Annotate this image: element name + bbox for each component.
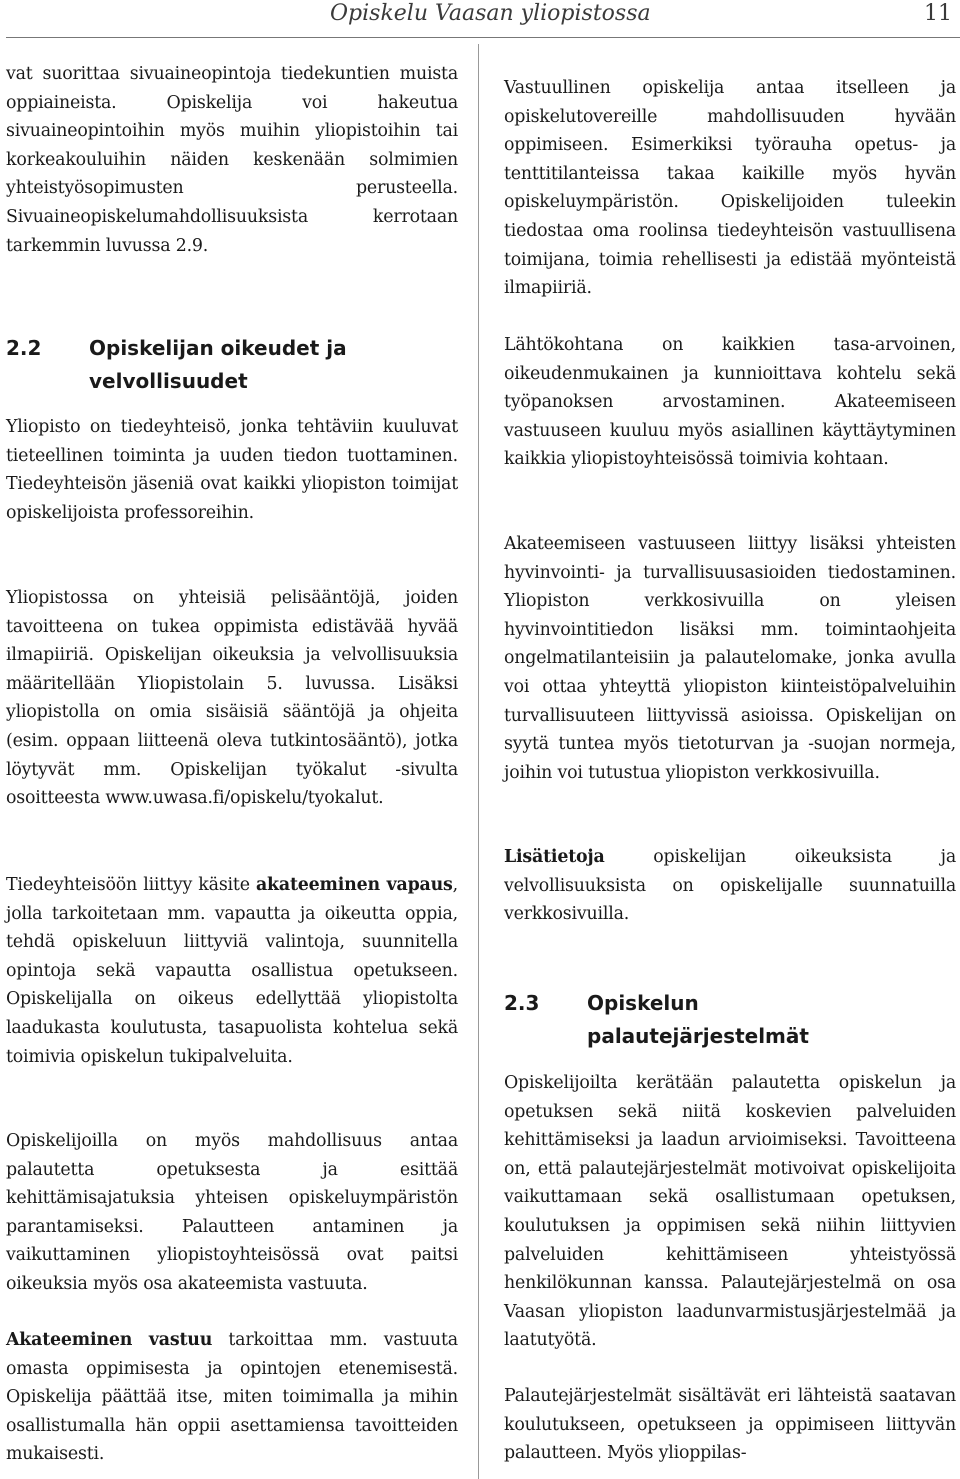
header-rule	[6, 37, 960, 38]
bold-term: Akateeminen vastuu	[6, 1330, 213, 1350]
section-number: 2.2	[6, 336, 42, 360]
section-number: 2.3	[504, 991, 540, 1015]
text-run: Tiedeyhteisöön liittyy käsite	[6, 875, 256, 895]
section-heading	[6, 332, 458, 398]
paragraph-intro: vat suorittaa sivuaineopintoja tiedekuntien muista oppiaineista. Opiskelija voi hakeutua sivuaineopintoihin myös muihin yliopistoihin tai korkeakouluihin näiden keskenään solmimien yhteistyösopimusten perusteella. Sivuaineopiskelumahdollisuuksista kerrotaan tarkemmin luvussa 2.9.	[6, 64, 458, 256]
section-2-3-heading	[504, 987, 956, 1053]
paragraph: Opiskelijoilta kerätään palautetta opiskelun ja opetuksen sekä niitä koskevien palveluiden kehittämiseksi ja laadun arvioimiseksi. Tavoitteena on, että palautejärjestelmät motivoivat opiskelijoita vaikuttamaan sekä osallistumaan opetuksen, koulutuksen ja oppimisen sekä niihin liittyvien palveluiden kehittämiseen yhteistyössä henkilökunnan kanssa. Palautejärjestelmä on osa Vaasan yliopiston laadunvarmistusjärjestelmää ja laatutyötä.	[504, 1073, 956, 1351]
paragraph: Opiskelijoilla on myös mahdollisuus antaa palautetta opetuksesta ja esittää kehittämisajatuksia yhteisen opiskeluympäristön parantamiseksi. Palautteen antaminen ja vaikuttaminen yliopistoyhteisössä ovat paitsi oikeuksia myös osa akateemista vastuuta.	[6, 1131, 458, 1294]
left-p3	[6, 871, 458, 1071]
paragraph	[6, 871, 458, 1071]
text-run: , jolla tarkoitetaan mm. vapautta ja oikeutta oppia, tehdä opiskeluun liittyviä valintoja, suunnitella opintoja sekä vapautta osallistua opetukseen. Opiskelijalla on oikeus edellyttää yliopistolta laadukasta koulutusta, tasapuolista kohtelua sekä toimivia opiskelun tukipalveluita.	[6, 875, 458, 1067]
paragraph: Akateemiseen vastuuseen liittyy lisäksi yhteisten hyvinvointi- ja turvallisuusasioiden tiedostaminen. Yliopiston verkkosivuilla on yleisen hyvinvointitiedon lisäksi mm. toimintaohjeita ongelmatilanteisiin ja palautelomake, jonka avulla voi ottaa yhteyttä yliopiston kiinteistöpalveluihin turvallisuuteen liittyvissä asioissa. Opiskelijan on syytä tuntea myös tietoturvan ja -suojan normeja, joihin voi tutustua yliopiston verkkosivuilla.	[504, 534, 956, 783]
text-run: tarkoittaa mm. vastuuta omasta oppimisesta ja opintojen etenemisestä. Opiskelija päättää itse, miten toimimalla ja mihin osallistumalla hän oppii asettamiensa tavoitteiden mukaisesti.	[6, 1330, 458, 1465]
page-header	[0, 0, 960, 38]
right-p4	[504, 843, 956, 929]
column-divider	[478, 44, 479, 1479]
right-p3	[504, 530, 956, 787]
right-p2	[504, 331, 956, 474]
section-title-line-1: Opiskelijan oikeudet ja	[89, 336, 347, 360]
bold-term: akateeminen vapaus	[255, 875, 453, 895]
left-p4	[6, 1127, 458, 1299]
paragraph: Yliopistossa on yhteisiä pelisääntöjä, joiden tavoitteena on tukea oppimista edistävää hyvää ilmapiiriä. Opiskelijan oikeuksia ja velvollisuuksia määritellään Yliopistolain 5. luvussa. Lisäksi yliopistolla on omia sisäisiä sääntöjä ja ohjeita (esim. oppaan liitteenä oleva tutkintosääntö), jotka löytyvät mm. Opiskelijan työkalut -sivulta osoitteesta www.uwasa.fi/opiskelu/tyokalut.	[6, 588, 458, 809]
paragraph	[6, 1326, 458, 1469]
page-number: 11	[924, 1, 952, 26]
text-run: opiskelijan oikeuksista ja velvollisuuksista on opiskelijalle suunnatuilla verkkosivuilla.	[504, 847, 956, 925]
left-p1	[6, 413, 458, 527]
section-heading	[504, 987, 956, 1053]
left-intro	[6, 60, 458, 260]
paragraph	[504, 843, 956, 929]
section-2-2-heading	[6, 332, 458, 398]
paragraph: Yliopisto on tiedeyhteisö, jonka tehtäviin kuuluvat tieteellinen toiminta ja uuden tiedon tuottaminen. Tiedeyhteisön jäseniä ovat kaikki yliopiston toimijat opiskelijoista professoreihin.	[6, 417, 458, 523]
paragraph: Vastuullinen opiskelija antaa itselleen ja opiskelutovereille mahdollisuuden hyvään oppimiseen. Esimerkiksi työrauha opetus- ja tenttitilanteissa takaa kaikille myös hyvän opiskeluympäristön. Opiskelijoiden tuleekin tiedostaa oma roolinsa tiedeyhteisön vastuullisena toimijana, toimia rehellisesti ja edistää myönteistä ilmapiiriä.	[504, 78, 956, 299]
section-title-line-2: palautejärjestelmät	[587, 1024, 809, 1048]
section-title-line-2: velvollisuudet	[89, 369, 248, 393]
left-p2	[6, 584, 458, 813]
section-title-line-1: Opiskelun	[587, 991, 699, 1015]
bold-term: Lisätietoja	[504, 847, 605, 867]
right-p6	[504, 1382, 956, 1468]
right-p1	[504, 74, 956, 303]
right-p5	[504, 1069, 956, 1355]
paragraph: Palautejärjestelmät sisältävät eri lähteistä saatavan koulutukseen, opetukseen ja oppimiseen liittyvän palautteen. Myös ylioppilas-	[504, 1386, 956, 1464]
left-p5	[6, 1326, 458, 1469]
paragraph: Lähtökohtana on kaikkien tasa-arvoinen, oikeudenmukainen ja kunnioittava kohtelu sekä työpanoksen arvostaminen. Akateemiseen vastuuseen kuuluu myös asiallinen käyttäytyminen kaikkia yliopistoyhteisössä toimivia kohtaan.	[504, 335, 956, 470]
running-title: Opiskelu Vaasan yliopistossa	[330, 1, 651, 26]
